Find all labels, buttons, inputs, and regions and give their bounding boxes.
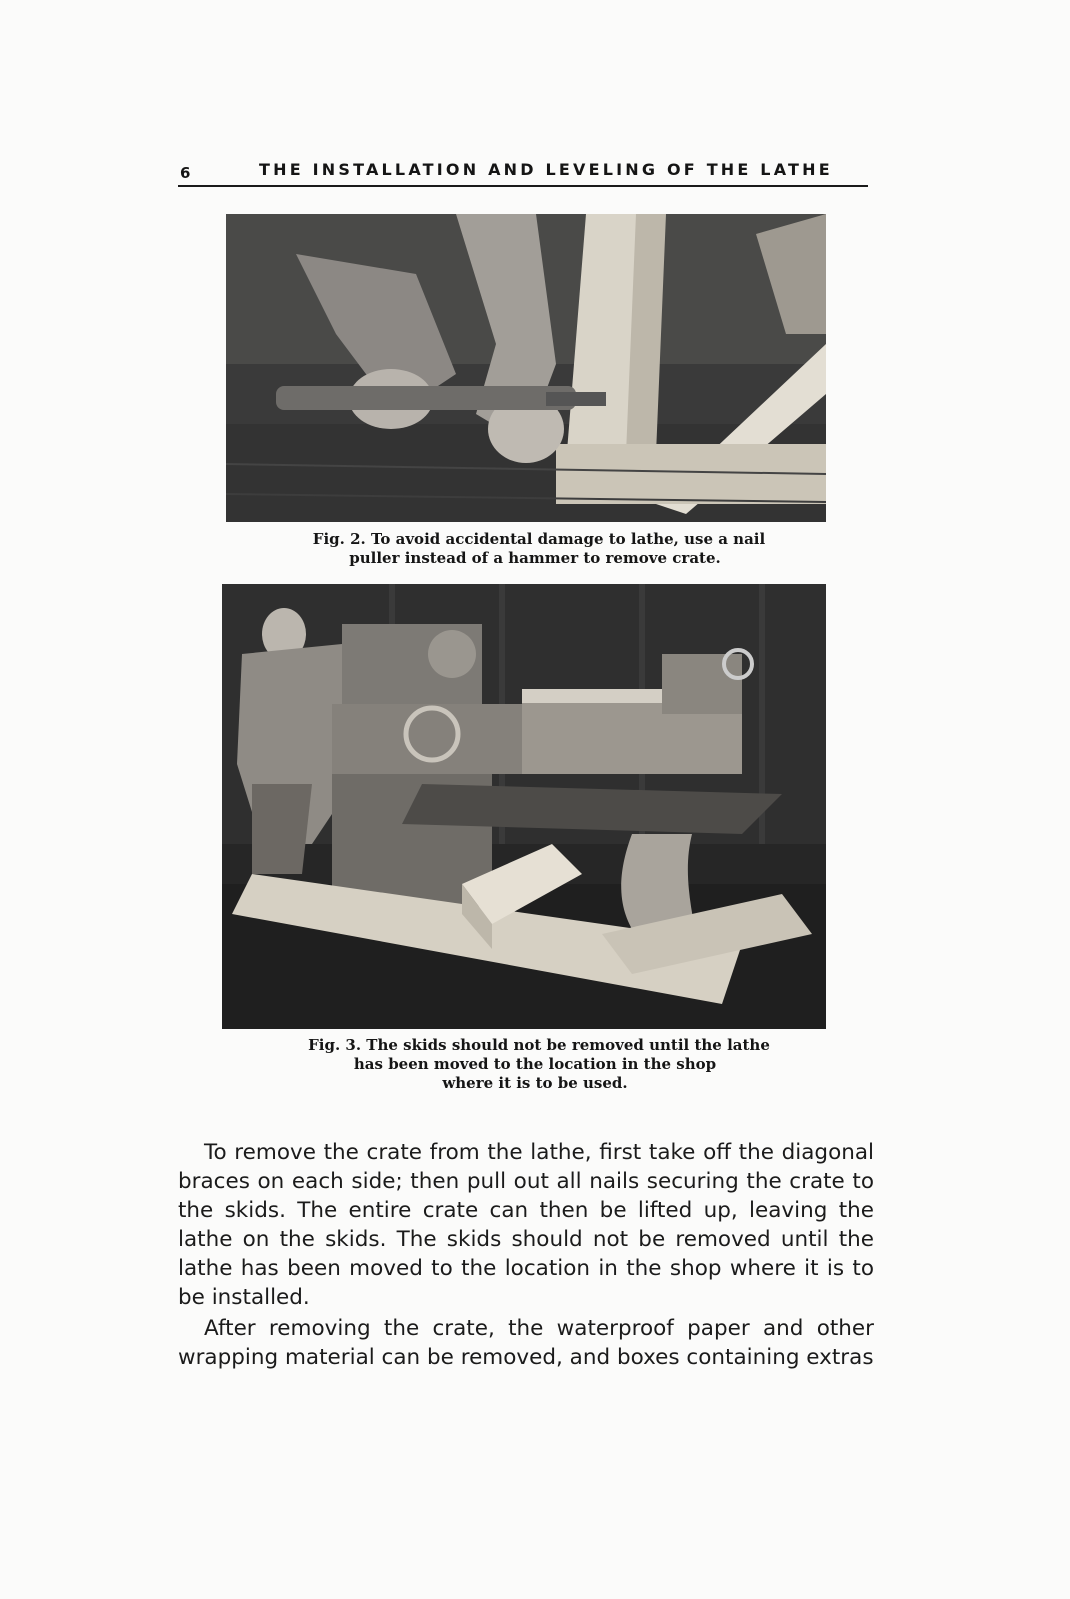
caption-line: has been moved to the location in the shop bbox=[353, 1055, 717, 1073]
figure-3-caption bbox=[0, 1036, 1070, 1093]
figure-3-photo bbox=[222, 584, 826, 1029]
body-paragraph: After removing the crate, the waterproof paper and other wrapping material can be removed, and boxes containing extras bbox=[178, 1315, 874, 1370]
page-number: 6 bbox=[180, 164, 191, 182]
caption-line: where it is to be used. bbox=[442, 1074, 628, 1092]
caption-line: Fig. 2. To avoid accidental damage to lathe, use a nail bbox=[312, 530, 766, 548]
figure-2-caption bbox=[0, 530, 1070, 568]
figure-2-photo bbox=[226, 214, 826, 522]
running-title: THE INSTALLATION AND LEVELING OF THE LATHE bbox=[259, 160, 833, 179]
header-rule bbox=[178, 185, 868, 187]
caption-line: puller instead of a hammer to remove crate. bbox=[349, 549, 721, 567]
body-paragraph: To remove the crate from the lathe, first take off the diagonal braces on each side; then pull out all nails securing the crate to the skids. The entire crate can then be lifted up, leaving the lathe on the skids. The skids should not be removed until the lathe has been moved to the location in the shop where it is to be installed. bbox=[178, 1139, 874, 1310]
caption-line: Fig. 3. The skids should not be removed until the lathe bbox=[308, 1036, 770, 1054]
running-header bbox=[180, 158, 870, 186]
